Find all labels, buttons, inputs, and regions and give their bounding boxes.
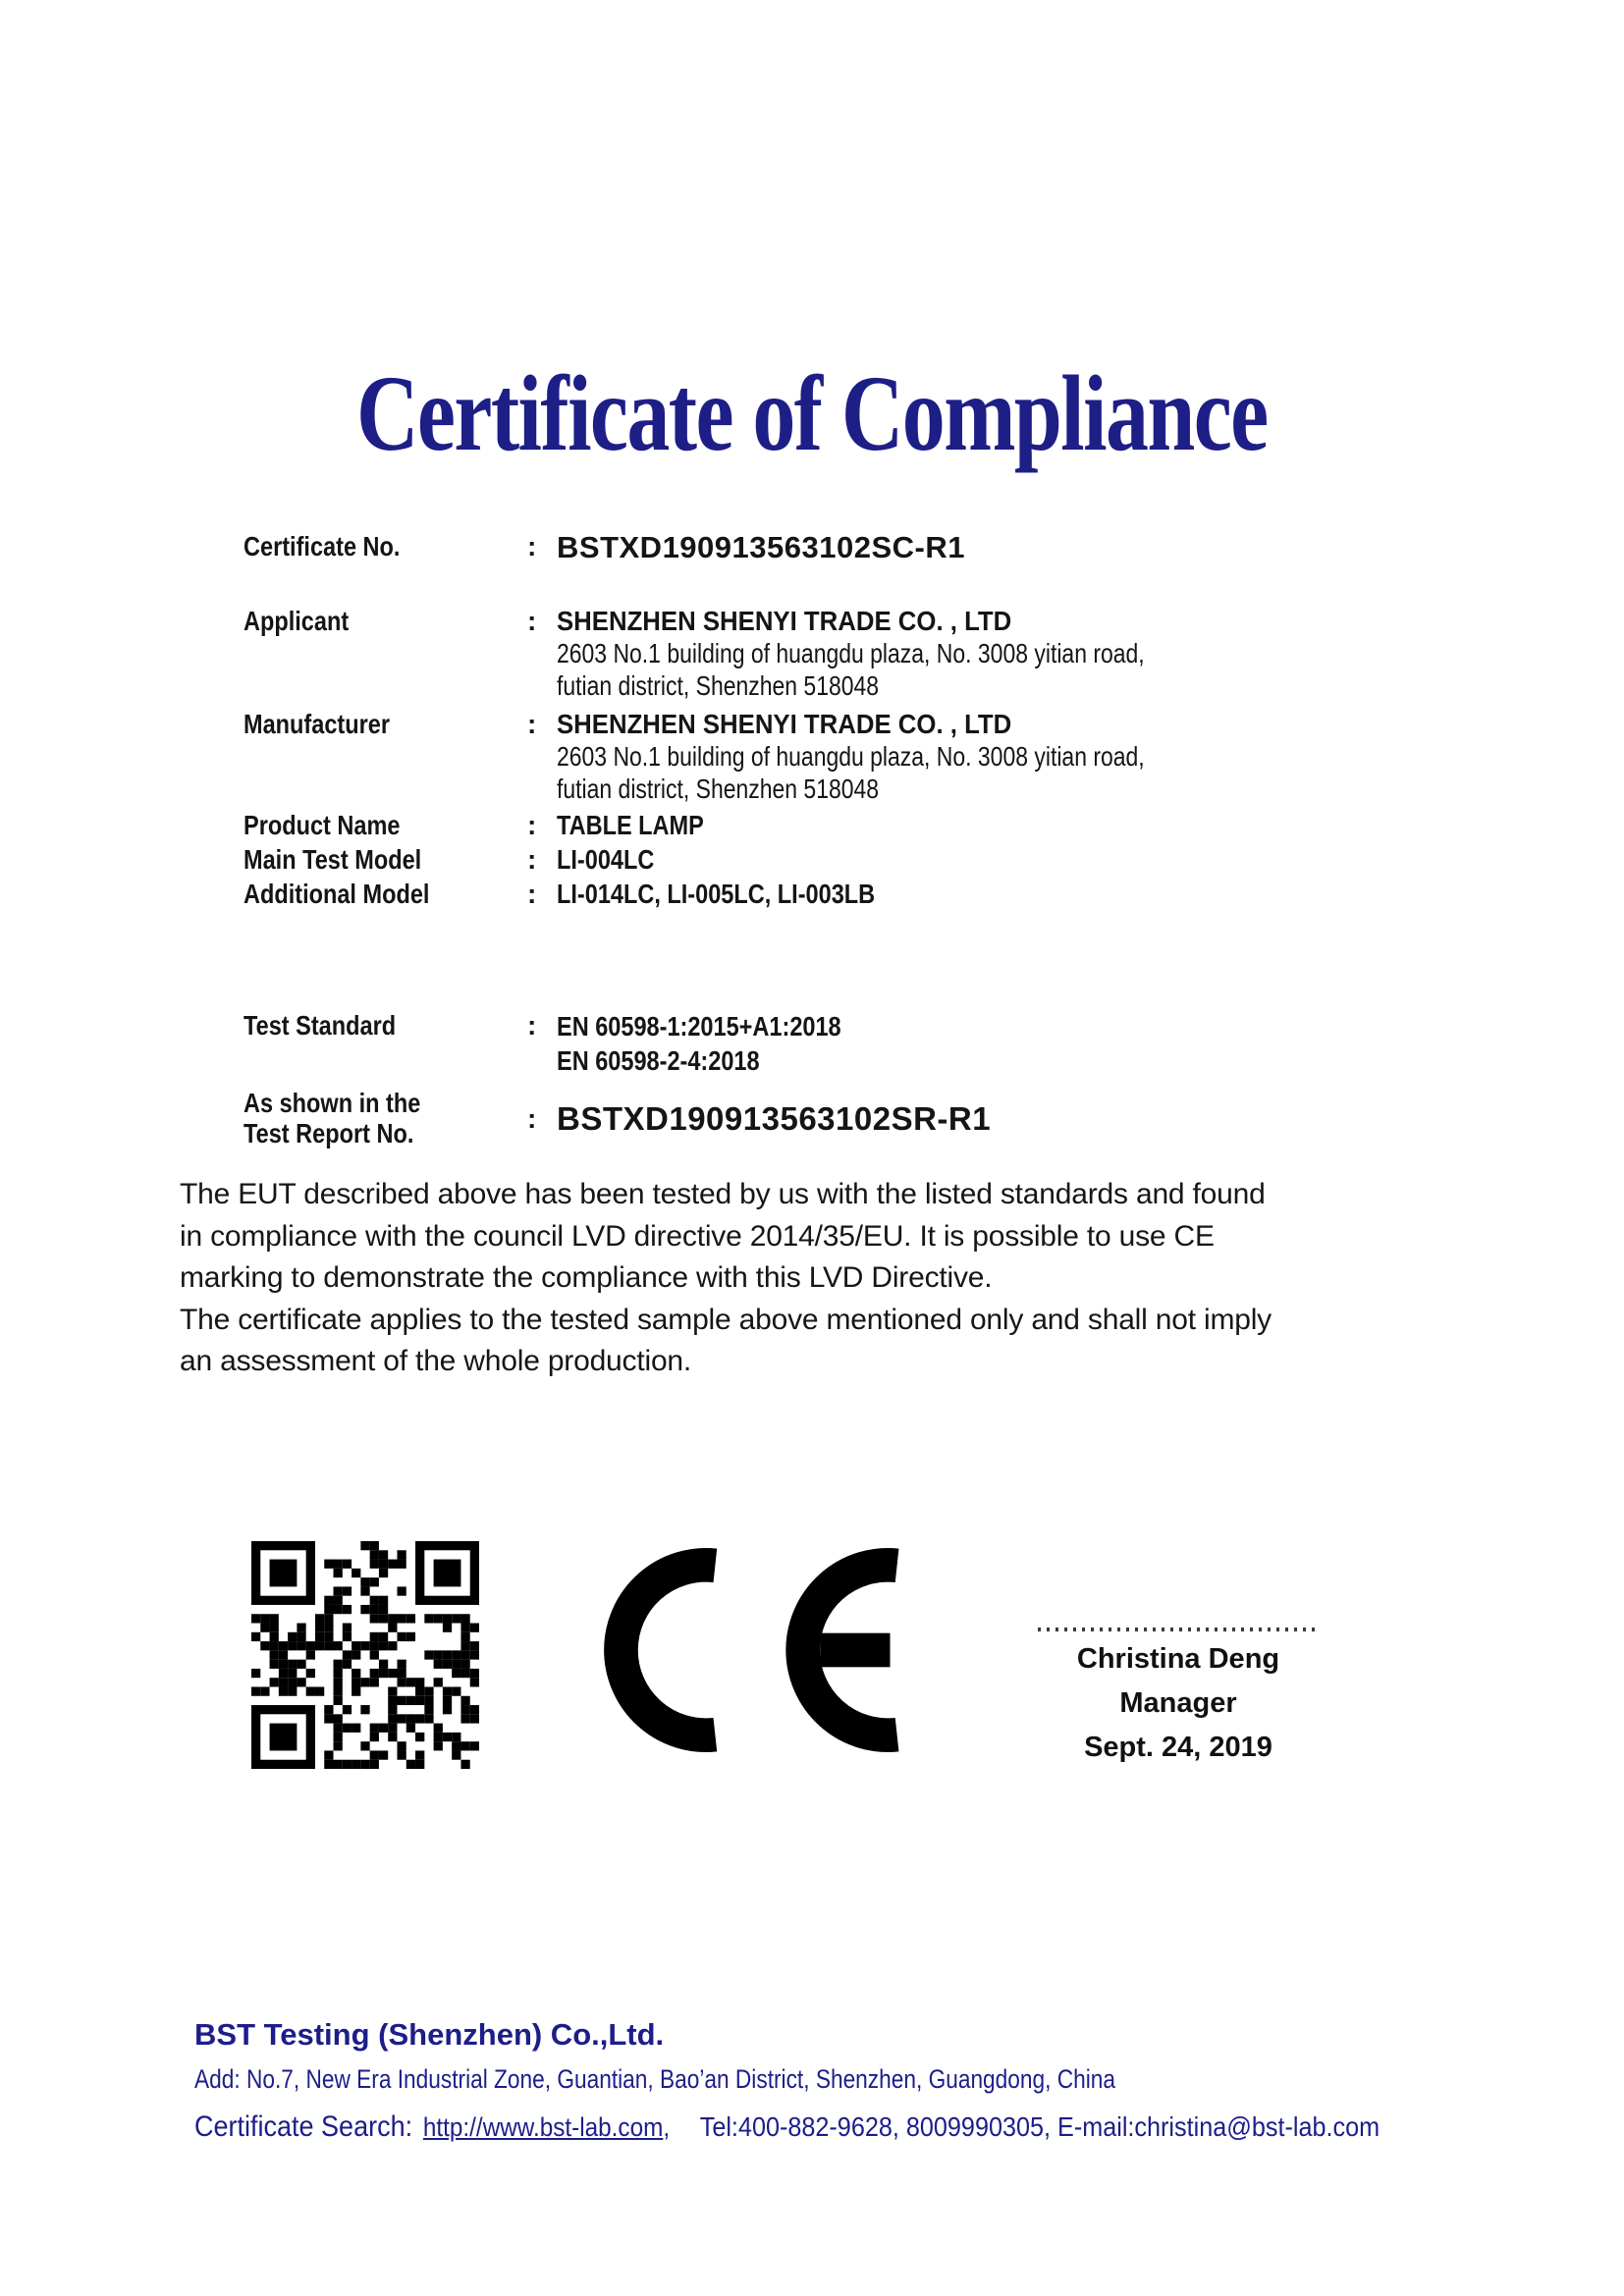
signatory-name: Christina Deng [1076,1643,1280,1675]
statement-line: The certificate applies to the tested sample above mentioned only and shall not imply [180,1303,1272,1336]
lab-address: Add: No.7, New Era Industrial Zone, Guantian, Bao’an District, Shenzhen, Guangdong, China [194,2064,1115,2094]
applicant-label: Applicant [244,606,350,636]
footer [194,2018,1511,2144]
manufacturer-address-line2: futian district, Shenzhen 518048 [557,774,880,804]
certificate-search-link[interactable]: http://www.bst-lab.com [422,2112,664,2142]
lab-contact-info: Tel:400-882-9628, 8009990305, E-mail:christina@bst-lab.com [699,2111,1380,2142]
details-block [244,530,1520,1148]
certificate-search-line [194,2110,1380,2144]
signatory-title: Manager [1119,1687,1237,1719]
test-standard-label: Test Standard [244,1010,397,1041]
certificate-no-label: Certificate No. [244,531,401,561]
test-standard-line2: EN 60598-2-4:2018 [557,1045,760,1076]
field-test-report-no [244,1088,1520,1148]
test-standard-line1: EN 60598-1:2015+A1:2018 [557,1011,841,1041]
field-manufacturer [244,708,1520,805]
field-test-standard [244,1009,1520,1078]
manufacturer-label: Manufacturer [244,709,390,739]
signature-block [1021,1628,1335,1770]
manufacturer-address-line1: 2603 No.1 building of huangdu plaza, No. 3008 yitian road, [557,741,1145,772]
additional-model-label: Additional Model [244,879,430,909]
certificate-no-value: BSTXD190913563102SC-R1 [557,530,965,564]
product-name-value: TABLE LAMP [557,810,704,840]
search-link-comma: , [663,2112,671,2142]
applicant-address-line1: 2603 No.1 building of huangdu plaza, No. 3008 yitian road, [557,638,1145,668]
applicant-address-line2: futian district, Shenzhen 518048 [557,670,880,701]
applicant-company: SHENZHEN SHENYI TRADE CO. , LTD [557,606,1012,636]
applicant-value [557,605,1273,702]
page-title-text: Certificate of Compliance [356,353,1268,473]
statement-line: in compliance with the council LVD directive 2014/35/EU. It is possible to use CE [180,1219,1215,1253]
colon: : [527,1010,537,1041]
qr-code-icon [251,1541,479,1769]
field-additional-model [244,878,1520,911]
field-product-name [244,809,1520,842]
product-name-label: Product Name [244,810,401,840]
page-title [0,351,1624,476]
field-applicant [244,605,1520,702]
colon: : [527,810,537,840]
manufacturer-company: SHENZHEN SHENYI TRADE CO. , LTD [557,709,1012,739]
test-standard-value [557,1009,895,1078]
lab-company-name: BST Testing (Shenzhen) Co.,Ltd. [194,2017,665,2052]
test-report-value: BSTXD190913563102SR-R1 [557,1099,992,1137]
field-main-test-model [244,843,1520,877]
signature-date: Sept. 24, 2019 [1084,1732,1272,1763]
colon: : [527,709,537,739]
main-test-model-value: LI-004LC [557,844,655,875]
manufacturer-value [557,708,1273,805]
colon: : [527,606,537,636]
test-report-label: As shown in the Test Report No. [244,1088,421,1148]
statement-line: an assessment of the whole production. [180,1345,692,1377]
colon: : [527,879,537,909]
colon: : [527,844,537,875]
signature-dotted-line [1038,1628,1319,1631]
statement-line: marking to demonstrate the compliance with this LVD Directive. [180,1261,993,1294]
ce-mark-icon [599,1543,906,1757]
colon: : [527,1102,537,1134]
colon: : [527,531,537,561]
additional-model-value: LI-014LC, LI-005LC, LI-003LB [557,879,876,909]
field-certificate-no [244,530,1520,565]
statement-paragraph [180,1174,1272,1383]
certificate-search-label: Certificate Search: [194,2110,413,2143]
main-test-model-label: Main Test Model [244,844,422,875]
statement-line: The EUT described above has been tested by us with the listed standards and found [180,1178,1266,1210]
